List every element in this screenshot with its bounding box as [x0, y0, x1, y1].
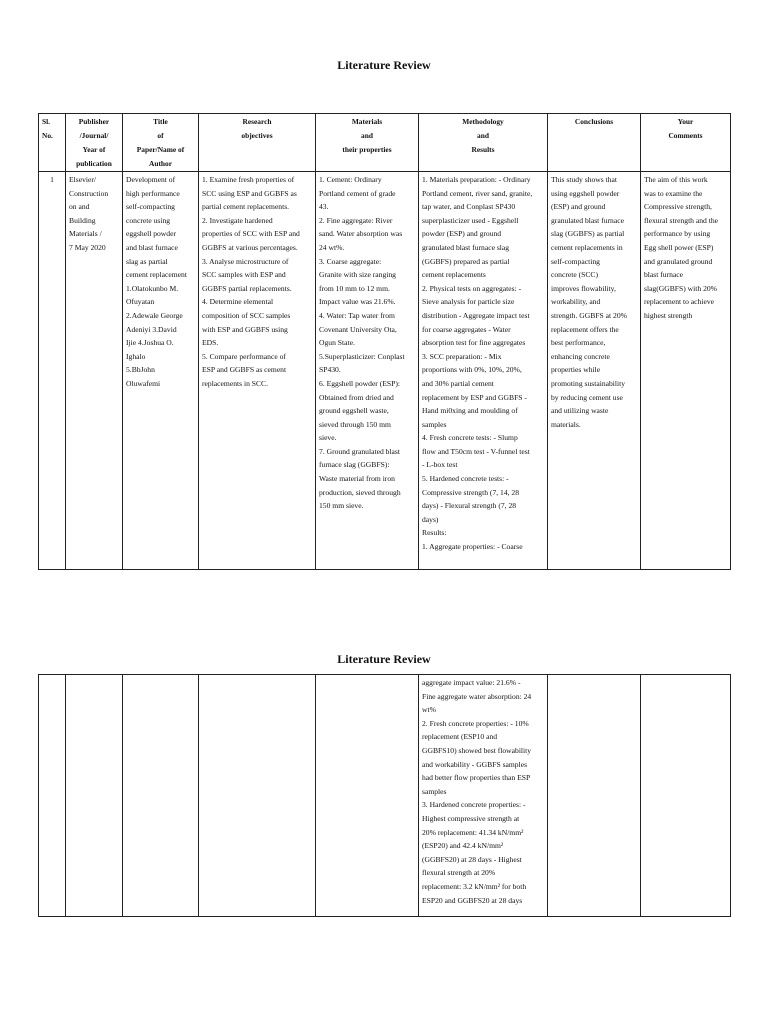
text-line: Title — [153, 117, 168, 126]
text-line: Paper/Name of — [136, 145, 185, 154]
text-line: 3. Coarse aggregate: — [319, 256, 382, 266]
text-line: replacement: 3.2 kN/mm² for both — [422, 881, 527, 891]
text-line: and blast furnace — [126, 242, 178, 252]
text-line: for coarse aggregates - Water — [422, 324, 511, 334]
text-line: (ESP20) and 42.4 kN/mm² — [422, 841, 504, 851]
text-line: Compressive strength, — [644, 202, 712, 212]
text-line: self-compacting — [126, 202, 175, 212]
text-line: highest strength — [644, 310, 693, 320]
text-line: Construction — [69, 188, 109, 198]
text-line: flow and T50cm test - V-funnel test — [422, 446, 530, 456]
text-line: days) - Flexural strength (7, 28 — [422, 501, 517, 511]
literature-review-table — [38, 113, 731, 570]
text-line: 4. Water: Tap water from — [319, 310, 395, 320]
text-line: Building — [69, 215, 96, 225]
text-line: granulated blast furnace slag — [422, 242, 510, 252]
text-line: Compressive strength (7, 14, 28 — [422, 487, 520, 497]
text-line: Materials — [351, 117, 383, 126]
text-line: and — [477, 131, 489, 140]
text-line: and 30% partial cement — [422, 378, 494, 388]
text-line: 6. Eggshell powder (ESP): — [319, 378, 400, 388]
text-line: Year of — [82, 145, 106, 154]
text-line: This study shows that — [551, 175, 618, 184]
text-line: furnace slag (GGBFS): — [319, 460, 390, 470]
text-line: 5. Compare performance of — [202, 351, 286, 361]
text-line: Impact value was 21.6%. — [319, 297, 396, 307]
text-line: replacement (ESP10 and — [422, 732, 498, 742]
text-line: partial cement replacements. — [202, 202, 290, 212]
cell-comments — [641, 675, 731, 917]
text-line: slag(GGBFS) with 20% — [644, 283, 717, 293]
text-line: days) — [422, 514, 439, 524]
text-line: had better flow properties than ESP — [422, 773, 531, 783]
text-line: - L-box test — [422, 460, 458, 470]
text-line: eggshell powder — [126, 229, 176, 239]
cell-research-objectives — [199, 172, 316, 570]
text-line: superplasticizer used - Eggshell — [422, 215, 519, 225]
text-line: Hand mi0xing and moulding of — [422, 406, 518, 416]
text-line: No. — [42, 131, 53, 140]
page-title: Literature Review — [337, 58, 431, 72]
header-methodology — [419, 114, 548, 172]
text-line: properties of SCC with ESP and — [202, 229, 300, 239]
text-line: and workability - GGBFS samples — [422, 759, 528, 769]
text-line: composition of SCC samples — [202, 310, 291, 320]
text-line: 20% replacement: 41.34 kN/mm² — [422, 827, 524, 837]
cell-title-author — [123, 675, 199, 917]
text-line: samples — [422, 786, 447, 796]
text-line: Your — [677, 117, 694, 126]
table-row — [39, 172, 731, 570]
text-line: 1.Olatokunbo M. — [126, 283, 179, 293]
header-comments — [641, 114, 731, 172]
text-line: replacement to achieve — [644, 297, 714, 307]
text-line: Results: — [422, 528, 447, 538]
text-line: 2. Investigate hardened — [202, 215, 273, 225]
text-line: 4. Determine elemental — [202, 297, 274, 307]
text-line: with ESP and GGBFS using — [202, 324, 288, 334]
text-line: Results — [471, 145, 495, 154]
cell-sl-no — [39, 675, 66, 917]
text-line: flexural strength and the — [644, 215, 719, 225]
text-line: concrete using — [126, 215, 171, 225]
text-line: SP430. — [319, 365, 341, 375]
text-line: Highest compressive strength at — [422, 813, 520, 823]
table-row — [39, 675, 731, 917]
text-line: 4. Fresh concrete tests: - Slump — [422, 433, 518, 443]
text-line: Egg shell power (ESP) — [644, 242, 714, 252]
text-line: cement replacements — [422, 270, 486, 280]
text-line: Publisher — [78, 117, 110, 126]
text-line: 2.Adewale George — [126, 310, 183, 320]
text-line: slag as partial — [126, 256, 168, 266]
text-line: 1. Materials preparation: - Ordinary — [422, 175, 531, 184]
text-line: 1. Examine fresh properties of — [202, 175, 295, 184]
text-line: ESP and GGBFS as cement — [202, 365, 287, 375]
text-line: Comments — [668, 131, 703, 140]
cell-title-author — [123, 172, 199, 570]
text-line: GGBFS at various percentages. — [202, 242, 298, 252]
text-line: ground eggshell waste, — [319, 406, 389, 416]
text-line: self-compacting — [551, 256, 600, 266]
text-line: of — [157, 131, 164, 140]
page-title: Literature Review — [337, 652, 431, 666]
text-line: Covenant University Ota, — [319, 324, 397, 334]
text-line: publication — [76, 159, 112, 168]
literature-review-table-continued — [38, 674, 731, 917]
text-line: flexural strength at 20% — [422, 868, 496, 878]
text-line: The aim of this work — [644, 175, 708, 184]
text-line: and utilizing waste — [551, 406, 609, 416]
text-line: Methodology — [462, 117, 504, 126]
table-header-row — [39, 114, 731, 172]
text-line: sand. Water absorption was — [319, 229, 403, 239]
text-line: 5.Superplasticizer: Conplast — [319, 351, 405, 361]
text-line: 7. Ground granulated blast — [319, 446, 400, 456]
cell-methodology — [419, 172, 548, 570]
text-line: 2. Fine aggregate: River — [319, 215, 393, 225]
text-line: 1. Cement: Ordinary — [319, 175, 382, 184]
text-line: properties while — [551, 365, 601, 375]
text-line: SCC samples with ESP and — [202, 270, 286, 280]
text-line: materials. — [551, 419, 581, 429]
text-line: replacement by ESP and GGBFS - — [422, 392, 527, 402]
text-line: Sieve analysis for particle size — [422, 297, 515, 307]
text-line: GGBFS10) showed best flowability — [422, 745, 532, 755]
text-line: Materials / — [69, 229, 102, 239]
text-line: 3. Hardened concrete properties: - — [422, 800, 526, 810]
text-line: Author — [149, 159, 172, 168]
text-line: from 10 mm to 12 mm. — [319, 283, 390, 293]
text-line: promoting sustainability — [551, 378, 626, 388]
cell-publisher — [66, 172, 123, 570]
text-line: 43. — [319, 202, 329, 212]
text-line: 5. Hardened concrete tests: - — [422, 474, 509, 484]
text-line: Waste material from iron — [319, 474, 395, 484]
text-line: Ijie 4.Joshua O. — [126, 338, 174, 348]
text-line: was to examine the — [644, 188, 703, 198]
text-line: (GGBFS20) at 28 days - Highest — [422, 854, 522, 864]
text-line: Elsevier/ — [69, 175, 96, 184]
text-line: 7 May 2020 — [69, 242, 106, 252]
text-line: SCC using ESP and GGBFS as — [202, 188, 297, 198]
text-line: Portland cement of grade — [319, 188, 396, 198]
cell-research-objectives — [199, 675, 316, 917]
text-line: replacement offers the — [551, 324, 619, 334]
text-line: powder (ESP) and ground — [422, 229, 502, 239]
text-line: Oluwafemi — [126, 378, 161, 388]
cell-materials — [316, 172, 419, 570]
text-line: using eggshell powder — [551, 188, 620, 198]
text-line: their properties — [342, 145, 392, 154]
text-line: strength. GGBFS at 20% — [551, 310, 627, 320]
text-line: (ESP) and ground — [551, 202, 606, 212]
header-conclusions — [548, 114, 641, 172]
text-line: replacements in SCC. — [202, 378, 269, 388]
text-line: Conclusions — [574, 117, 614, 126]
text-line: Ofuyatan — [126, 297, 155, 307]
text-line: Ighalo — [126, 351, 146, 361]
cell-conclusions — [548, 172, 641, 570]
text-line: Granite with size ranging — [319, 270, 396, 280]
text-line: Ogun State. — [319, 338, 355, 348]
text-line: blast furnace — [644, 270, 684, 280]
text-line: production, sieved through — [319, 487, 401, 497]
text-line: workability, and — [551, 297, 601, 307]
cell-publisher — [66, 675, 123, 917]
text-line: enhancing concrete — [551, 351, 610, 361]
text-line: objectives — [241, 131, 273, 140]
text-line: improves flowability, — [551, 283, 616, 293]
header-title-author — [123, 114, 199, 172]
text-line: and granulated ground — [644, 256, 713, 266]
text-line: /Journal/ — [79, 131, 109, 140]
text-line: high performance — [126, 188, 180, 198]
text-line: 3. Analyse microstructure of — [202, 256, 289, 266]
text-line: Development of — [126, 175, 176, 184]
text-line: 5.BbJohn — [126, 365, 155, 375]
text-line: 2. Physical tests on aggregates: - — [422, 283, 522, 293]
text-line: sieved through 150 mm — [319, 419, 391, 429]
text-line: proportions with 0%, 10%, 20%, — [422, 365, 522, 375]
text-line: ESP20 and GGBFS20 at 28 days — [422, 895, 523, 905]
text-line: cement replacement — [126, 270, 187, 280]
text-line: Research — [242, 117, 272, 126]
text-line: best performance, — [551, 338, 606, 348]
text-line: GGBFS partial replacements. — [202, 283, 292, 293]
text-line: 1. Aggregate properties: - Coarse — [422, 542, 523, 552]
text-line: 2. Fresh concrete properties: - 10% — [422, 718, 529, 728]
text-line: (GGBFS) prepared as partial — [422, 256, 510, 266]
text-line: concrete (SCC) — [551, 270, 599, 280]
text-line: distribution - Aggregate impact test — [422, 310, 530, 320]
cell-materials — [316, 675, 419, 917]
text-line: EDS. — [202, 338, 219, 348]
text-line: 3. SCC preparation: - Mix — [422, 351, 502, 361]
text-line: by reducing cement use — [551, 392, 623, 402]
header-research-objectives — [199, 114, 316, 172]
text-line: absorption test for fine aggregates — [422, 338, 526, 348]
text-line: tap water, and Conplast SP430 — [422, 202, 516, 212]
text-line: 150 mm sieve. — [319, 501, 364, 511]
text-line: wt% — [422, 705, 436, 715]
text-line: Portland cement, river sand, granite, — [422, 188, 533, 198]
text-line: sieve. — [319, 433, 337, 443]
text-line: granulated blast furnace — [551, 215, 624, 225]
text-line: cement replacements in — [551, 242, 623, 252]
text-line: 24 wt%. — [319, 242, 345, 252]
text-line: Obtained from dried and — [319, 392, 394, 402]
text-line: aggregate impact value: 21.6% - — [422, 678, 521, 687]
text-line: and — [361, 131, 373, 140]
header-sl-no — [39, 114, 66, 172]
cell-comments — [641, 172, 731, 570]
text-line: slag (GGBFS) as partial — [551, 229, 625, 239]
cell-conclusions — [548, 675, 641, 917]
text-line: Sl. — [42, 117, 51, 126]
header-materials — [316, 114, 419, 172]
text-line: on and — [69, 202, 90, 212]
header-publisher — [66, 114, 123, 172]
text-line: Fine aggregate water absorption: 24 — [422, 691, 532, 701]
cell-sl-no: 1 — [39, 172, 66, 570]
text-line: samples — [422, 419, 447, 429]
text-line: Adeniyi 3.David — [126, 324, 177, 334]
text-line: performance by using — [644, 229, 711, 239]
cell-methodology — [419, 675, 548, 917]
